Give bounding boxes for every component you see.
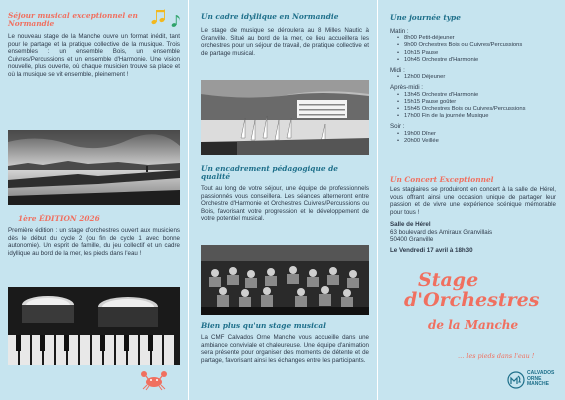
stage-title-line3: de la Manche	[428, 318, 519, 332]
setting-text: Le stage de musique se déroulera au 8 Milles Nautic à Granville. Situé au bord de la mer, ce lieu accueillera les orchestres pour un séjour de travail, de pratique collective et de partage musical.	[201, 27, 369, 57]
cmf-logo-mark-icon	[506, 370, 526, 390]
venue-name: Salle de Hérel	[390, 221, 431, 228]
schedule-item: • 19h00 Dîner	[404, 131, 562, 138]
logo-line-manche: MANCHE	[527, 381, 549, 388]
schedule-noon-label: Midi :	[390, 67, 405, 75]
schedule-item: • 13h45 Orchestre d'Harmonie	[404, 92, 562, 99]
teaching-title: Un encadrement pédagogique de qualité	[201, 164, 338, 182]
schedule-evening-label: Soir :	[390, 123, 405, 131]
edition-title: 1ère ÉDITION 2026	[18, 214, 100, 223]
edition-text: Première édition : un stage d'orchestres ouvert aux musiciens dès le début du cycle 2 (ou fin de cycle 1 avec bonne autonomie). Un esprit de famille, du jeu collectif et un cadre idyllique au bord de la mer, les pieds dans l'eau !	[8, 227, 180, 257]
venue-address-line2: 50400 Granville	[390, 236, 434, 244]
setting-title: Un cadre idyllique en Normandie	[201, 12, 339, 21]
concert-title: Un Concert Exceptionnel	[390, 175, 494, 184]
cmf-logo	[506, 368, 564, 396]
schedule-item: • 12h00 Déjeuner	[404, 74, 562, 81]
crab-icon	[140, 367, 168, 391]
harbor-photo	[8, 130, 180, 205]
schedule-item: • 9h00 Orchestres Bois ou Cuivres/Percussions	[404, 42, 562, 49]
schedule-item: • 15h45 Orchestres Bois ou Cuivres/Percussions	[404, 106, 562, 113]
schedule-item: • 10h15 Pause	[404, 50, 562, 57]
schedule-title: Une journée type	[390, 13, 461, 22]
tagline: … les pieds dans l'eau !	[458, 352, 535, 360]
logo-line-calvados: CALVADOS	[527, 370, 555, 376]
schedule-item: • 17h00 Fin de la journée Musique	[404, 113, 562, 120]
schedule-morning	[390, 35, 562, 64]
concert-text: Les stagiaires se produiront en concert à la salle de Hérel, vous offrant ainsi une occasion unique de partager leur passion et de vivre une expérience scénique mémorable pour tous !	[390, 186, 556, 216]
stage-title-line2: d'Orchestres	[404, 289, 540, 311]
percussion-photo	[8, 287, 180, 365]
schedule-item: • 10h45 Orchestre d'Harmonie	[404, 57, 562, 64]
schedule-morning-label: Matin :	[390, 28, 409, 35]
beyond-title: Bien plus qu'un stage musical	[201, 321, 326, 330]
orchestra-photo	[201, 245, 369, 315]
venue-date: Le Vendredi 17 avril à 18h30	[390, 246, 473, 254]
schedule-list	[390, 28, 562, 145]
intro-title: Séjour musical exceptionnel en Normandie	[8, 11, 138, 29]
intro-paragraph: Le nouveau stage de la Manche ouvre un format inédit, tant pour le partage et la pratique collective de la musique. Trois ensembles : un ensemble Bois, un ensemble Cuivres/Percussions et un ensemble d'Harmonie. Une vision nouvelle, plus ouverte, où chaque musicien trouve sa place et où la musique se vit ensemble, pleinement !	[8, 33, 180, 78]
column-details	[189, 0, 377, 400]
schedule-noon	[390, 74, 562, 81]
venue-address-line1: 63 boulevard des Amiraux Granvillais	[390, 228, 493, 236]
schedule-evening	[390, 131, 562, 145]
logo-line-orne: ORNE	[527, 375, 542, 382]
coast-photo	[201, 80, 369, 155]
music-notes-icon	[148, 8, 184, 30]
schedule-item: • 20h00 Veillée	[404, 138, 562, 145]
column-intro	[0, 0, 188, 400]
schedule-afternoon	[390, 92, 562, 121]
stage-title-line1: Stage	[418, 269, 479, 291]
schedule-afternoon-label: Après-midi :	[390, 84, 424, 92]
venue-block	[390, 221, 560, 254]
schedule-item: • 8h00 Petit-déjeuner	[404, 35, 562, 42]
schedule-item: • 15h15 Pause goûter	[404, 99, 562, 106]
cmf-logo-text	[527, 371, 554, 388]
beyond-text: La CMF Calvados Orne Manche vous accueille dans une ambiance conviviale et chaleureuse. Une équipe d'animation sera présente pour organiser des moments de détente et de partage, favorisant ainsi les échanges entre les participants.	[201, 334, 369, 364]
column-schedule	[378, 0, 565, 400]
teaching-text: Tout au long de votre séjour, une équipe de professionnels passionnés vous conseillera. Les séances alterneront entre Orchestre d'Harmonie et Orchestres Cuivres/Percussions ou Bois, favorisant votre progression et le développement de votre potentiel musical.	[201, 185, 369, 223]
